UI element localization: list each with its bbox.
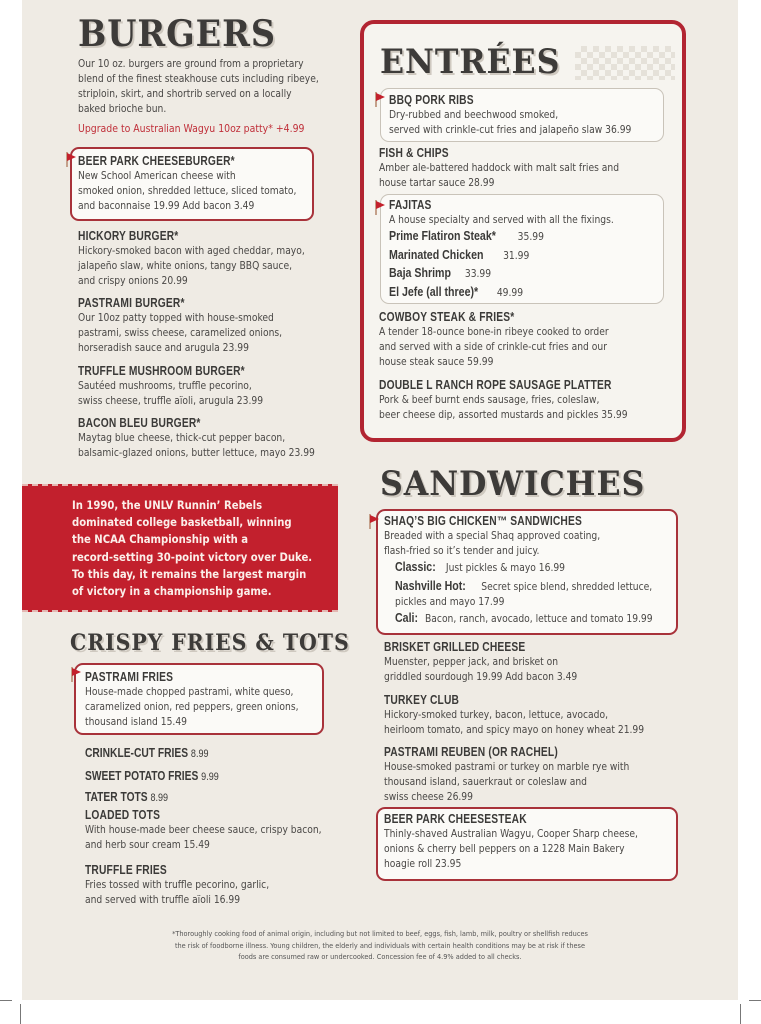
menu-item-pastrami-reuben: PASTRAMI REUBEN (OR RACHEL) House-smoked pastrami or turkey on marble rye with thousand island, sauerkraut or coleslaw and swiss cheese 26.99	[384, 745, 630, 803]
menu-item-turkey-club: TURKEY CLUB Hickory-smoked turkey, bacon, lettuce, avocado, heirloom tomato, and spicy mayo on honey wheat 21.99	[384, 693, 645, 736]
flag-icon	[65, 152, 77, 168]
menu-item-loaded-tots: LOADED TOTS With house-made beer cheese sauce, crispy bacon, and herb sour cream 15.49	[85, 808, 322, 851]
sandwich-option-classic: Classic: Just pickles & mayo 16.99	[395, 560, 566, 574]
menu-item-pastrami-fries: PASTRAMI FRIES House-made chopped pastrami, white queso, caramelized onion, red peppers, green onions, thousand island 15.49	[85, 670, 299, 728]
fajita-option: Prime Flatiron Steak* 35.99	[389, 229, 544, 243]
menu-item-truffle-fries: TRUFFLE FRIES Fries tossed with truffle pecorino, garlic, and served with truffle aïoli 16.99	[85, 863, 270, 906]
flag-icon	[368, 514, 380, 530]
menu-item-beer-park-cheesesteak: BEER PARK CHEESESTEAK Thinly-shaved Australian Wagyu, Cooper Sharp cheese, onions & cherry bell peppers on a 1228 Main Bakery hoagie roll 23.95	[384, 812, 638, 870]
menu-item-rope-sausage-platter: DOUBLE L RANCH ROPE SAUSAGE PLATTER Pork & beef burnt ends sausage, fries, coleslaw, beer cheese dip, assorted mustards and pickles 35.99	[379, 378, 628, 421]
fajita-option: El Jefe (all three)* 49.99	[389, 284, 524, 299]
fajita-option: Baja Shrimp 33.99	[389, 266, 492, 280]
menu-item-tater-tots: TATER TOTS 8.99	[85, 790, 169, 804]
fajita-option: Marinated Chicken 31.99	[389, 247, 530, 262]
menu-item-fajitas: FAJITAS A house specialty and served with all the fixings. Prime Flatiron Steak* 35.99 Marinated Chicken 31.99 Baja Shrimp 33.99 El Jefe (all three)* 49.99	[389, 197, 614, 302]
menu-item-sweet-potato-fries: SWEET POTATO FRIES 9.99	[85, 769, 219, 783]
sandwich-option-cali: Cali: Bacon, ranch, avocado, lettuce and tomato 19.99	[395, 611, 653, 625]
unlv-history-banner: In 1990, the UNLV Runnin’ Rebels dominated college basketball, winning the NCAA Championship with a record-setting 30-point victory over Duke. To this day, it remains the largest margin of victory in a championship game.	[22, 484, 338, 612]
menu-item-fish-chips: FISH & CHIPS Amber ale-battered haddock with malt salt fries and house tartar sauce 28.99	[379, 146, 620, 189]
crop-mark	[0, 1000, 12, 1001]
flag-icon	[374, 92, 386, 108]
section-title-burgers: BURGERS	[78, 13, 276, 55]
menu-item-brisket-grilled-cheese: BRISKET GRILLED CHEESE Muenster, pepper jack, and brisket on griddled sourdough 19.99 Add bacon 3.49	[384, 640, 578, 683]
section-title-entrees: ENTRÉES	[380, 42, 561, 82]
menu-item-shaqs-big-chicken: SHAQ’S BIG CHICKEN™ SANDWICHES Breaded with a special Shaq approved coating, flash-fried so it’s tender and juicy. Classic: Just pickles & mayo 16.99 Nashville Hot: Secret spice blend, shredded lettuce, pickles and mayo 17.99 Cali: Bacon, ranch, avocado, lettuce and tomato 19.99	[384, 513, 653, 629]
wagyu-upgrade-note: Upgrade to Australian Wagyu 10oz patty* +4.99	[78, 123, 305, 135]
section-title-sandwiches: SANDWICHES	[380, 464, 646, 504]
checkered-decoration	[575, 46, 675, 80]
menu-item-bacon-bleu-burger: BACON BLEU BURGER* Maytag blue cheese, thick-cut pepper bacon, balsamic-glazed onions, butter lettuce, mayo 23.99	[78, 416, 315, 459]
food-safety-footnote: *Thoroughly cooking food of animal origin, including but not limited to beef, eggs, fish, lamb, milk, poultry or shellfish reduces the risk of foodborne illness. Young children, the elderly and individuals with certain health conditions may be at risk if these foods are consumed raw or undercooked. Concession fee of 4.9% added to all checks.	[172, 929, 588, 961]
flag-icon	[70, 667, 82, 683]
menu-item-crinkle-cut-fries: CRINKLE-CUT FRIES 8.99	[85, 746, 209, 760]
crop-mark	[20, 1004, 21, 1024]
menu-item-pastrami-burger: PASTRAMI BURGER* Our 10oz patty topped with house-smoked pastrami, swiss cheese, caramelized onions, horseradish sauce and arugula 23.99	[78, 296, 283, 354]
sandwich-option-nashville-hot: Nashville Hot: Secret spice blend, shredded lettuce,	[395, 578, 653, 593]
menu-item-truffle-mushroom-burger: TRUFFLE MUSHROOM BURGER* Sautéed mushrooms, truffle pecorino, swiss cheese, truffle aïoli, arugula 23.99	[78, 364, 264, 407]
menu-item-cowboy-steak: COWBOY STEAK & FRIES* A tender 18-ounce bone-in ribeye cooked to order and served with a side of crinkle-cut fries and our house steak sauce 59.99	[379, 310, 609, 368]
menu-item-hickory-burger: HICKORY BURGER* Hickory-smoked bacon with aged cheddar, mayo, jalapeño slaw, white onions, tangy BBQ sauce, and crispy onions 20.99	[78, 229, 305, 287]
burgers-intro: Our 10 oz. burgers are ground from a proprietary blend of the finest steakhouse cuts including ribeye, striploin, skirt, and shortrib served on a locally baked brioche bun.	[78, 59, 319, 115]
section-title-fries-tots: CRISPY FRIES & TOTS	[70, 630, 350, 656]
flag-icon	[374, 200, 386, 216]
crop-mark	[740, 1004, 741, 1024]
menu-item-bbq-pork-ribs: BBQ PORK RIBS Dry-rubbed and beechwood smoked, served with crinkle-cut fries and jalapeño slaw 36.99	[389, 93, 632, 136]
crop-mark	[749, 1000, 761, 1001]
menu-item-beer-park-cheeseburger: BEER PARK CHEESEBURGER* New School American cheese with smoked onion, shredded lettuce, sliced tomato, and baconnaise 19.99 Add bacon 3.49	[78, 154, 297, 212]
